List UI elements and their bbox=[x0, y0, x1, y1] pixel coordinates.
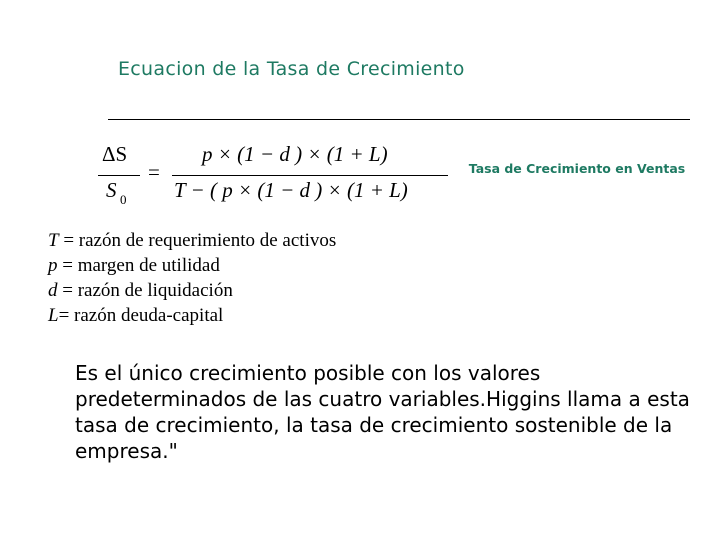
equals-sign: = bbox=[148, 160, 160, 184]
lhs-fraction-bar bbox=[98, 175, 140, 176]
lhs-denominator: S bbox=[106, 178, 117, 202]
definition-symbol: T bbox=[48, 230, 59, 251]
definition-text: razón deuda-capital bbox=[74, 305, 224, 326]
definition-separator: = bbox=[57, 255, 78, 276]
title-divider bbox=[108, 119, 690, 120]
definition-symbol: L bbox=[48, 305, 59, 326]
definition-text: razón de liquidación bbox=[77, 280, 233, 301]
definition-row bbox=[48, 253, 336, 278]
lhs-subscript: 0 bbox=[120, 192, 127, 207]
definition-separator: = bbox=[58, 230, 79, 251]
growth-rate-formula bbox=[90, 140, 460, 220]
definition-separator: = bbox=[57, 280, 78, 301]
lhs-numerator: ΔS bbox=[102, 142, 128, 166]
definition-row bbox=[48, 303, 336, 328]
definition-text: margen de utilidad bbox=[77, 255, 220, 276]
slide-title: Ecuacion de la Tasa de Crecimiento bbox=[118, 58, 465, 80]
explanation-paragraph: Es el único crecimiento posible con los valores predeterminados de las cuatro variables.Higgins llama a esta tasa de crecimiento, la tasa de crecimiento sostenible de la empresa." bbox=[75, 361, 690, 463]
formula-caption: Tasa de Crecimiento en Ventas bbox=[468, 161, 686, 176]
definition-symbol: d bbox=[48, 280, 58, 301]
variable-definitions bbox=[48, 228, 336, 328]
definition-text: razón de requerimiento de activos bbox=[78, 230, 337, 251]
definition-symbol: p bbox=[48, 255, 58, 276]
definition-row bbox=[48, 278, 336, 303]
definition-separator: = bbox=[58, 305, 75, 326]
definition-row bbox=[48, 228, 336, 253]
rhs-denominator: T − ( p × (1 − d ) × (1 + L) bbox=[174, 178, 408, 202]
rhs-fraction-bar bbox=[172, 175, 448, 176]
rhs-numerator: p × (1 − d ) × (1 + L) bbox=[202, 142, 388, 166]
